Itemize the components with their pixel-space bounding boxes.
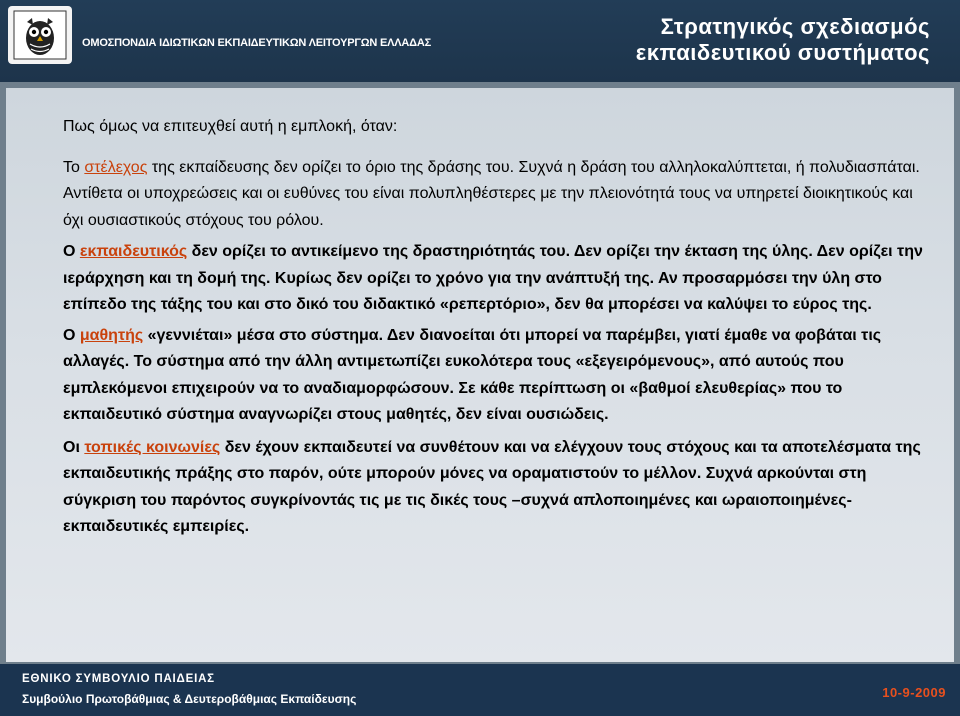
slide-header: [0, 0, 960, 82]
paragraph-teacher-text: δεν ορίζει το αντικείμενο της δραστηριότητάς του. Δεν ορίζει την έκταση της ύλης. Δεν ορίζει την ιεράρχηση και τη δομή της. Κυρίως δεν ορίζει το χρόνο για την ανάπτυξή της. Αν προσαρμόσει την ύλη στο επίπεδο της τάξης του και στο δικό του διδακτικό «ρεπερτόριο», δεν θα μπορέσει να καλύψει το εύρος της.: [63, 243, 923, 313]
paragraph-communities: [63, 435, 933, 541]
paragraph-student: [63, 323, 933, 429]
slide-body: [63, 114, 933, 541]
slide-title: [636, 14, 930, 66]
paragraph-teacher-pre: Ο: [63, 243, 80, 260]
paragraph-communities-text: δεν έχουν εκπαιδευτεί να συνθέτουν και να ελέγχουν τους στόχους και τα αποτελέσματα της εκπαιδευτικής πράξης στο παρόν, ούτε μπορούν μόνες να οραματιστούν το μέλλον. Συχνά αρκούνται στη σύγκριση του παρόντος συγκρίνοντάς τις με τις δικές τους –συχνά απλοποιημένες και ωραιοποιημένες- εκπαιδευτικές εμπειρίες.: [63, 438, 921, 535]
slide-title-line1: Στρατηγικός σχεδιασμός: [660, 14, 930, 39]
slide-title-line2: εκπαιδευτικού συστήματος: [635, 40, 930, 65]
paragraph-teacher: [63, 239, 933, 319]
lead-question: Πως όμως να επιτευχθεί αυτή η εμπλοκή, όταν:: [63, 118, 398, 135]
footer-council-subtitle: Συμβούλιο Πρωτοβάθμιας & Δευτεροβάθμιας Εκπαίδευσης: [22, 692, 357, 706]
footer-date: 10-9-2009: [882, 685, 946, 700]
keyword-link-cadre[interactable]: στέλεχος: [84, 158, 148, 176]
paragraph-cadre-text: της εκπαίδευσης δεν ορίζει το όριο της δράσης του. Συχνά η δράση του αλληλοκαλύπτεται, ή πολυδιασπάται. Αντίθετα οι υποχρεώσεις και οι ευθύνες του είναι πολυπληθέστερες με την πλειονότητά τους να υπηρετεί διοικητικούς και όχι ουσιαστικούς στόχους του ρόλου.: [63, 158, 920, 229]
paragraph-student-pre: Ο: [63, 326, 80, 344]
slide-content: [6, 88, 954, 662]
organization-name: ΟΜΟΣΠΟΝΔΙΑ ΙΔΙΩΤΙΚΩΝ ΕΚΠΑΙΔΕΥΤΙΚΩΝ ΛΕΙΤΟΥΡΓΩΝ ΕΛΛΑΔΑΣ: [82, 37, 432, 49]
keyword-link-student[interactable]: μαθητής: [79, 326, 144, 344]
paragraph-cadre: [63, 155, 933, 235]
paragraph-cadre-pre: Το: [63, 158, 85, 176]
paragraph-student-text: «γεννιέται» μέσα στο σύστημα. Δεν διανοείται ότι μπορεί να παρέμβει, γιατί έμαθε να φοβάται τις αλλαγές. Το σύστημα από την άλλη αντιμετωπίζει ευκολότερα τους «εξεγειρόμενους», από αυτούς που εμπλεκόμενοι επιχειρούν να το αναδιαμορφώσουν. Σε κάθε περίπτωση οι «βαθμοί ελευθερίας» που το εκπαιδευτικό σύστημα αναγνωρίζει στους μαθητές, δεν είναι ουσιώδεις.: [63, 326, 882, 423]
owl-logo-icon: [8, 6, 72, 64]
keyword-link-teacher[interactable]: εκπαιδευτικός: [79, 243, 188, 260]
keyword-link-communities[interactable]: τοπικές κοινωνίες: [84, 438, 221, 456]
paragraph-communities-pre: Οι: [63, 438, 85, 456]
slide-footer: [0, 664, 960, 716]
footer-council-name: ΕΘΝΙΚΟ ΣΥΜΒΟΥΛΙΟ ΠΑΙΔΕΙΑΣ: [22, 673, 215, 685]
